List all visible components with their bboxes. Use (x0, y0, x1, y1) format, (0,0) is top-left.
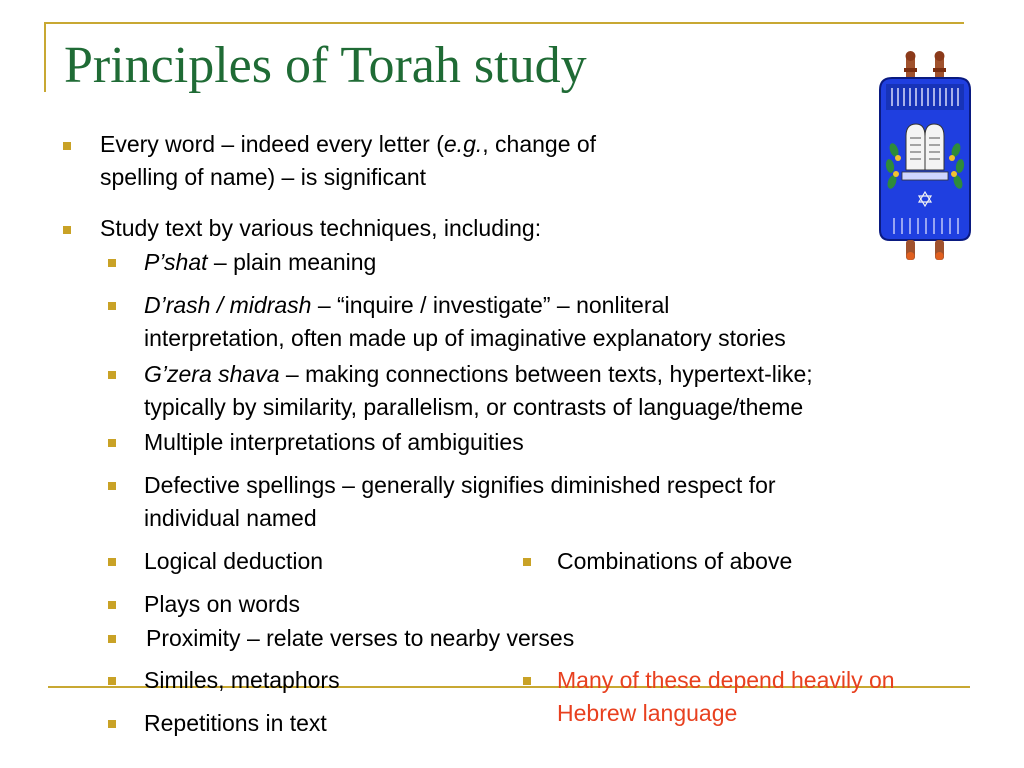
sub-bullet-drash: D’rash / midrash – “inquire / investigate” – nonliteral interpretation, often made up of imaginative explanatory stories (144, 289, 786, 355)
sub-bullet-gzera-shava: G’zera shava – making connections between texts, hypertext-like; typically by similarity, parallelism, or contrasts of language/theme (144, 358, 813, 424)
note-hebrew-language: Many of these depend heavily on Hebrew language (557, 664, 895, 730)
left-accent-line (44, 22, 46, 92)
bullet-marker (523, 677, 531, 685)
torah-scroll-icon (876, 50, 974, 262)
bullet-marker (108, 371, 116, 379)
bullet-marker (108, 635, 116, 643)
bullet-marker (108, 558, 116, 566)
sub-bullet-multiple-interpretations: Multiple interpretations of ambiguities (144, 426, 524, 459)
bullet-study-text: Study text by various techniques, including: (100, 212, 541, 245)
bullet-marker (108, 439, 116, 447)
sub-bullet-proximity: Proximity – relate verses to nearby verses (146, 622, 574, 655)
bullet-marker (108, 677, 116, 685)
bullet-marker (63, 142, 71, 150)
bullet-marker (108, 720, 116, 728)
sub-bullet-combinations: Combinations of above (557, 545, 792, 578)
sub-bullet-similes: Similes, metaphors (144, 664, 340, 697)
sub-bullet-plays-on-words: Plays on words (144, 588, 300, 621)
bullet-marker (108, 601, 116, 609)
bullet-marker (523, 558, 531, 566)
bullet-marker (63, 226, 71, 234)
bullet-marker (108, 482, 116, 490)
bullet-every-word: Every word – indeed every letter (e.g., change of spelling of name) – is significant (100, 128, 596, 194)
top-accent-line (44, 22, 964, 24)
sub-bullet-pshat: P’shat – plain meaning (144, 246, 376, 279)
bullet-marker (108, 302, 116, 310)
sub-bullet-repetitions: Repetitions in text (144, 707, 327, 740)
slide-title: Principles of Torah study (64, 37, 587, 94)
sub-bullet-logical-deduction: Logical deduction (144, 545, 323, 578)
sub-bullet-defective-spellings: Defective spellings – generally signifies diminished respect for individual named (144, 469, 776, 535)
bullet-marker (108, 259, 116, 267)
